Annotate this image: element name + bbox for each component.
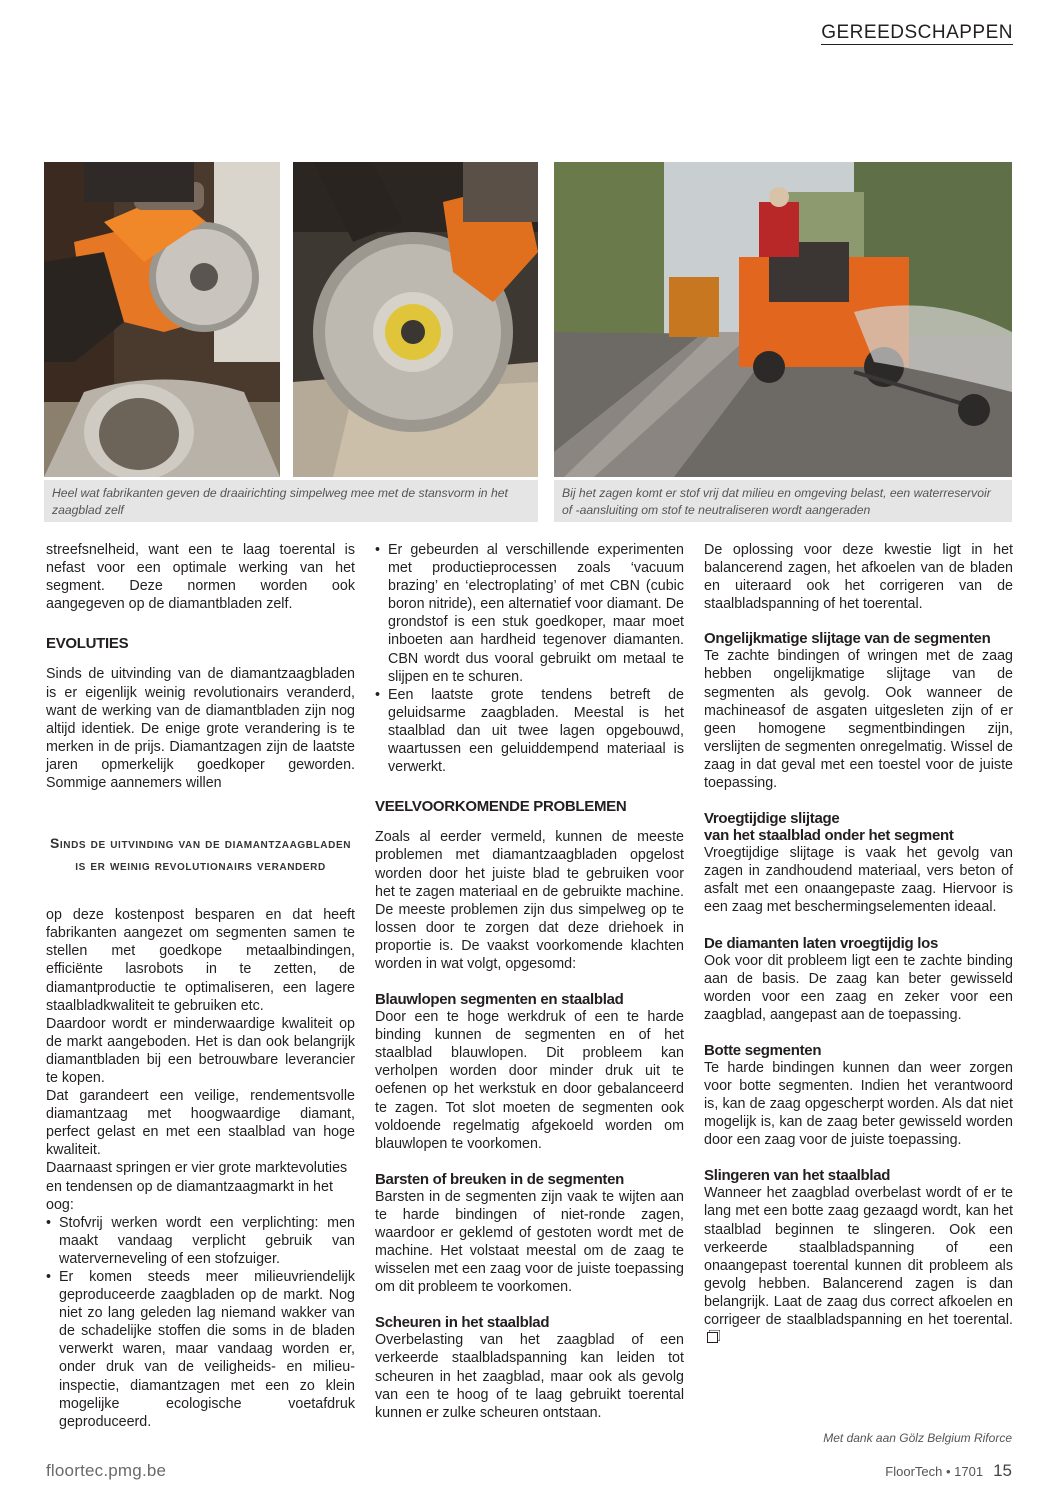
- col3-paragraph: Vroegtijdige slijtage is vaak het gevolg van zagen in zandhoudend materiaal, vers beton of asfalt met een onaangepaste zaag. Hiervoor is een zaag met beschermingselementen ideaal.: [704, 845, 1013, 916]
- trends-list-continued: [375, 541, 684, 776]
- heading-evoluties: EVOLUTIES: [46, 635, 129, 653]
- column-1: [46, 541, 355, 1431]
- col2-paragraph: Overbelasting van het zaagblad of een verkeerde staalbladspanning kan leiden tot scheuren in het zaagblad, maar ook als gevolg van een te hoog of te laag gebruikt toerental kunnen er zulke scheuren ontstaan.: [375, 1332, 684, 1421]
- col3-paragraph: De oplossing voor deze kwestie ligt in het balancerend zagen, het afkoelen van de bladen en uiteraard ook het corrigeren van de staalbladspanning of het toerental.: [704, 542, 1013, 613]
- heading-blauwlopen: Blauwlopen segmenten en staalblad: [375, 991, 624, 1009]
- column-2: [375, 541, 684, 1422]
- list-item: • Stofvrij werken wordt een verplichting: men maakt vandaag verplicht gebruik van waterverneveling of een stofzuiger.: [46, 1214, 355, 1268]
- heading-ongelijkmatig: Ongelijkmatige slijtage van de segmenten: [704, 630, 991, 648]
- col2-paragraph: Barsten in de segmenten zijn vaak te wijten aan te harde bindingen of niet-ronde zagen, waardoor er geklemd of gestoten wordt met de machine. Het volstaat meestal om de zaag te wisselen met een zaag voor de juiste toepassing om dit probleem te voorkomen.: [375, 1188, 684, 1296]
- cut-off-saw-photo: [44, 162, 280, 477]
- col2-paragraph: Door een te hoge werkdruk of een te harde binding kunnen de segmenten en of het staalblad blauwlopen. Dit probleem kan verholpen worden door minder druk uit te oefenen op het werkstuk en door gebalanceerd te zagen. Tot slot moeten de segmenten ook voldoende regelmatig afgekoeld worden om blauwlopen te voorkomen.: [375, 1009, 684, 1152]
- heading-line: Vroegtijdige slijtage: [704, 810, 840, 828]
- heading-slingeren: Slingeren van het staalblad: [704, 1167, 891, 1185]
- footer-website-link[interactable]: floortec.pmg.be: [46, 1461, 167, 1480]
- pull-quote: Sinds de uitvinding van de diamantzaagbladen is er weinig revolutionairs veranderd: [49, 835, 352, 874]
- heading-botte: Botte segmenten: [704, 1041, 822, 1059]
- col3-paragraph: Te zachte bindingen of wringen met de zaag hebben ongelijkmatige slijtage van de segmenten als gevolg. Ook wanneer de machineasof de asgaten uitgesleten zijn of er geen homogene segmentbindingen zijn, verslijten de segmenten onregelmatig. Wissel de zaag in dat geval met een toestel voor de juiste toepassing.: [704, 648, 1013, 792]
- caption-left: Heel wat fabrikanten geven de draairichting simpelweg mee met de stansvorm in het zaagblad zelf: [44, 480, 538, 522]
- col3-paragraph: Ook voor dit probleem ligt een te zachte binding aan de basis. De zaag kan beter gewisseld worden voor een zaag en zeker voor een zaagblad, aangepast aan de toepassing.: [704, 952, 1013, 1023]
- col1-paragraph: Daarnaast springen er vier grote marktevoluties en tendensen op de diamantzaagmarkt in het oog:: [46, 1160, 348, 1213]
- col3-paragraph: Te harde bindingen kunnen dan weer zorgen voor botte segmenten. Indien het verantwoord is, kan de zaag opgescherpt worden. Als dat niet mogelijk is, kan de zaag beter gewisseld worden door een zaag voor de juiste toepassing.: [704, 1059, 1013, 1149]
- end-of-article-icon: [707, 1332, 718, 1343]
- heading-barsten: Barsten of breuken in de segmenten: [375, 1170, 625, 1188]
- col1-paragraph: Daardoor wordt er minderwaardige kwaliteit op de markt aangeboden. Het is dan ook belangrijk diamantbladen bij een betrouwbare leverancier te kopen.: [46, 1015, 355, 1086]
- magazine-issue: FloorTech • 1701: [885, 1464, 984, 1479]
- column-3: [704, 541, 1013, 1347]
- col2-paragraph: Zoals al eerder vermeld, kunnen de meeste problemen met diamantzaagbladen opgelost worden door het juiste blad te gebruiken voor het te zagen materiaal en de gebruikte machine. De meeste problemen zijn dus simpelweg op te lossen door te zorgen dat deze driehoek in proportie is. De vaakst voorkomende klachten worden in wat volgt, opgesomd:: [375, 829, 684, 972]
- trends-list: [46, 1214, 355, 1431]
- list-item: • Een laatste grote tendens betreft de geluidsarme zaagbladen. Meestal is het staalblad dan uit twee lagen opgebouwd, waartussen een geluiddempend materiaal is verwerkt.: [375, 686, 684, 776]
- heading-problemen: VEELVOORKOMENDE PROBLEMEN: [375, 798, 627, 816]
- col1-intro: streefsnelheid, want een te laag toerental is nefast voor een optimale werking van het segment. Deze normen worden ook aangegeven op de diamantbladen zelf.: [46, 542, 355, 613]
- floor-saw-road-photo: [554, 162, 1012, 477]
- col3-paragraph: [704, 1184, 1013, 1347]
- col1-paragraph: Dat garandeert een veilige, rendementsvolle diamantzaag met hoogwaardige diamant, perfect gelast en met een staalblad van hoge kwaliteit.: [46, 1088, 355, 1159]
- page-number: 15: [993, 1461, 1012, 1480]
- heading-diamanten-los: De diamanten laten vroegtijdig los: [704, 934, 939, 952]
- list-item: • Er komen steeds meer milieuvriendelijk geproduceerde zaagbladen op de markt. Nog niet zo lang geleden lag niemand wakker van de schadelijke stoffen die soms in de bladen verwerkt waren, maar vandaag worden er, onder druk van de veiligheids- en milieu-inspectie, diamantzagen met een zo klein mogelijke ecologische voetafdruk geproduceerd.: [46, 1268, 355, 1431]
- diamond-blade-photo: [293, 162, 538, 477]
- heading-vroegtijdig: [704, 810, 1013, 844]
- slingeren-text: Wanneer het zaagblad overbelast wordt of er te lang met een botte zaag gezaagd wordt, kan het staalblad beginnen te slingeren. Ook een verkeerde staalbladspanning of een onaangepast toerental kunnen dit probleem als gevolg hebben. Balancerend zagen is dan belangrijk. Laat de zaag dus correct afkoelen en corrigeer de staalbladspanning en het toerental.: [704, 1185, 1013, 1328]
- col1-paragraph: op deze kostenpost besparen en dat heeft fabrikanten aangezet om segmenten samen te stellen met goedkope metaalbindingen, efficiënte lasrobots in te zetten, de diamantproductie te optimaliseren, een lagere staalbladkwaliteit te gebruiken etc.: [46, 907, 355, 1014]
- list-item: • Er gebeurden al verschillende experimenten met productieprocessen zoals ‘vacuum brazing’ en ‘electroplating’ of met CBN (cubic boron nitride), een alternatief voor diamant. De grondstof is een stuk goedkoper, maar moet inboeten aan hardheid tegenover diamanten. CBN wordt dus vooral gebruikt om metaal te slijpen en te schuren.: [375, 541, 684, 686]
- caption-right: Bij het zagen komt er stof vrij dat milieu en omgeving belast, een waterreservoir of -aansluiting om stof te neutraliseren wordt aangeraden: [554, 480, 1012, 522]
- credits: Met dank aan Gölz Belgium Riforce: [823, 1431, 1012, 1445]
- col1-paragraph: Sinds de uitvinding van de diamantzaagbladen is er eigenlijk weinig revolutionairs veranderd, want de werking van de diamantbladen zijn nog altijd identiek. De enige grote verandering is te merken in de prijs. Diamantzagen zijn de laatste jaren opmerkelijk goedkoper geworden. Sommige aannemers willen: [46, 666, 355, 792]
- section-header: GEREEDSCHAPPEN: [821, 22, 1013, 43]
- heading-scheuren: Scheuren in het staalblad: [375, 1314, 550, 1332]
- footer-issue: [885, 1461, 1012, 1481]
- heading-line: van het staalblad onder het segment: [704, 827, 954, 845]
